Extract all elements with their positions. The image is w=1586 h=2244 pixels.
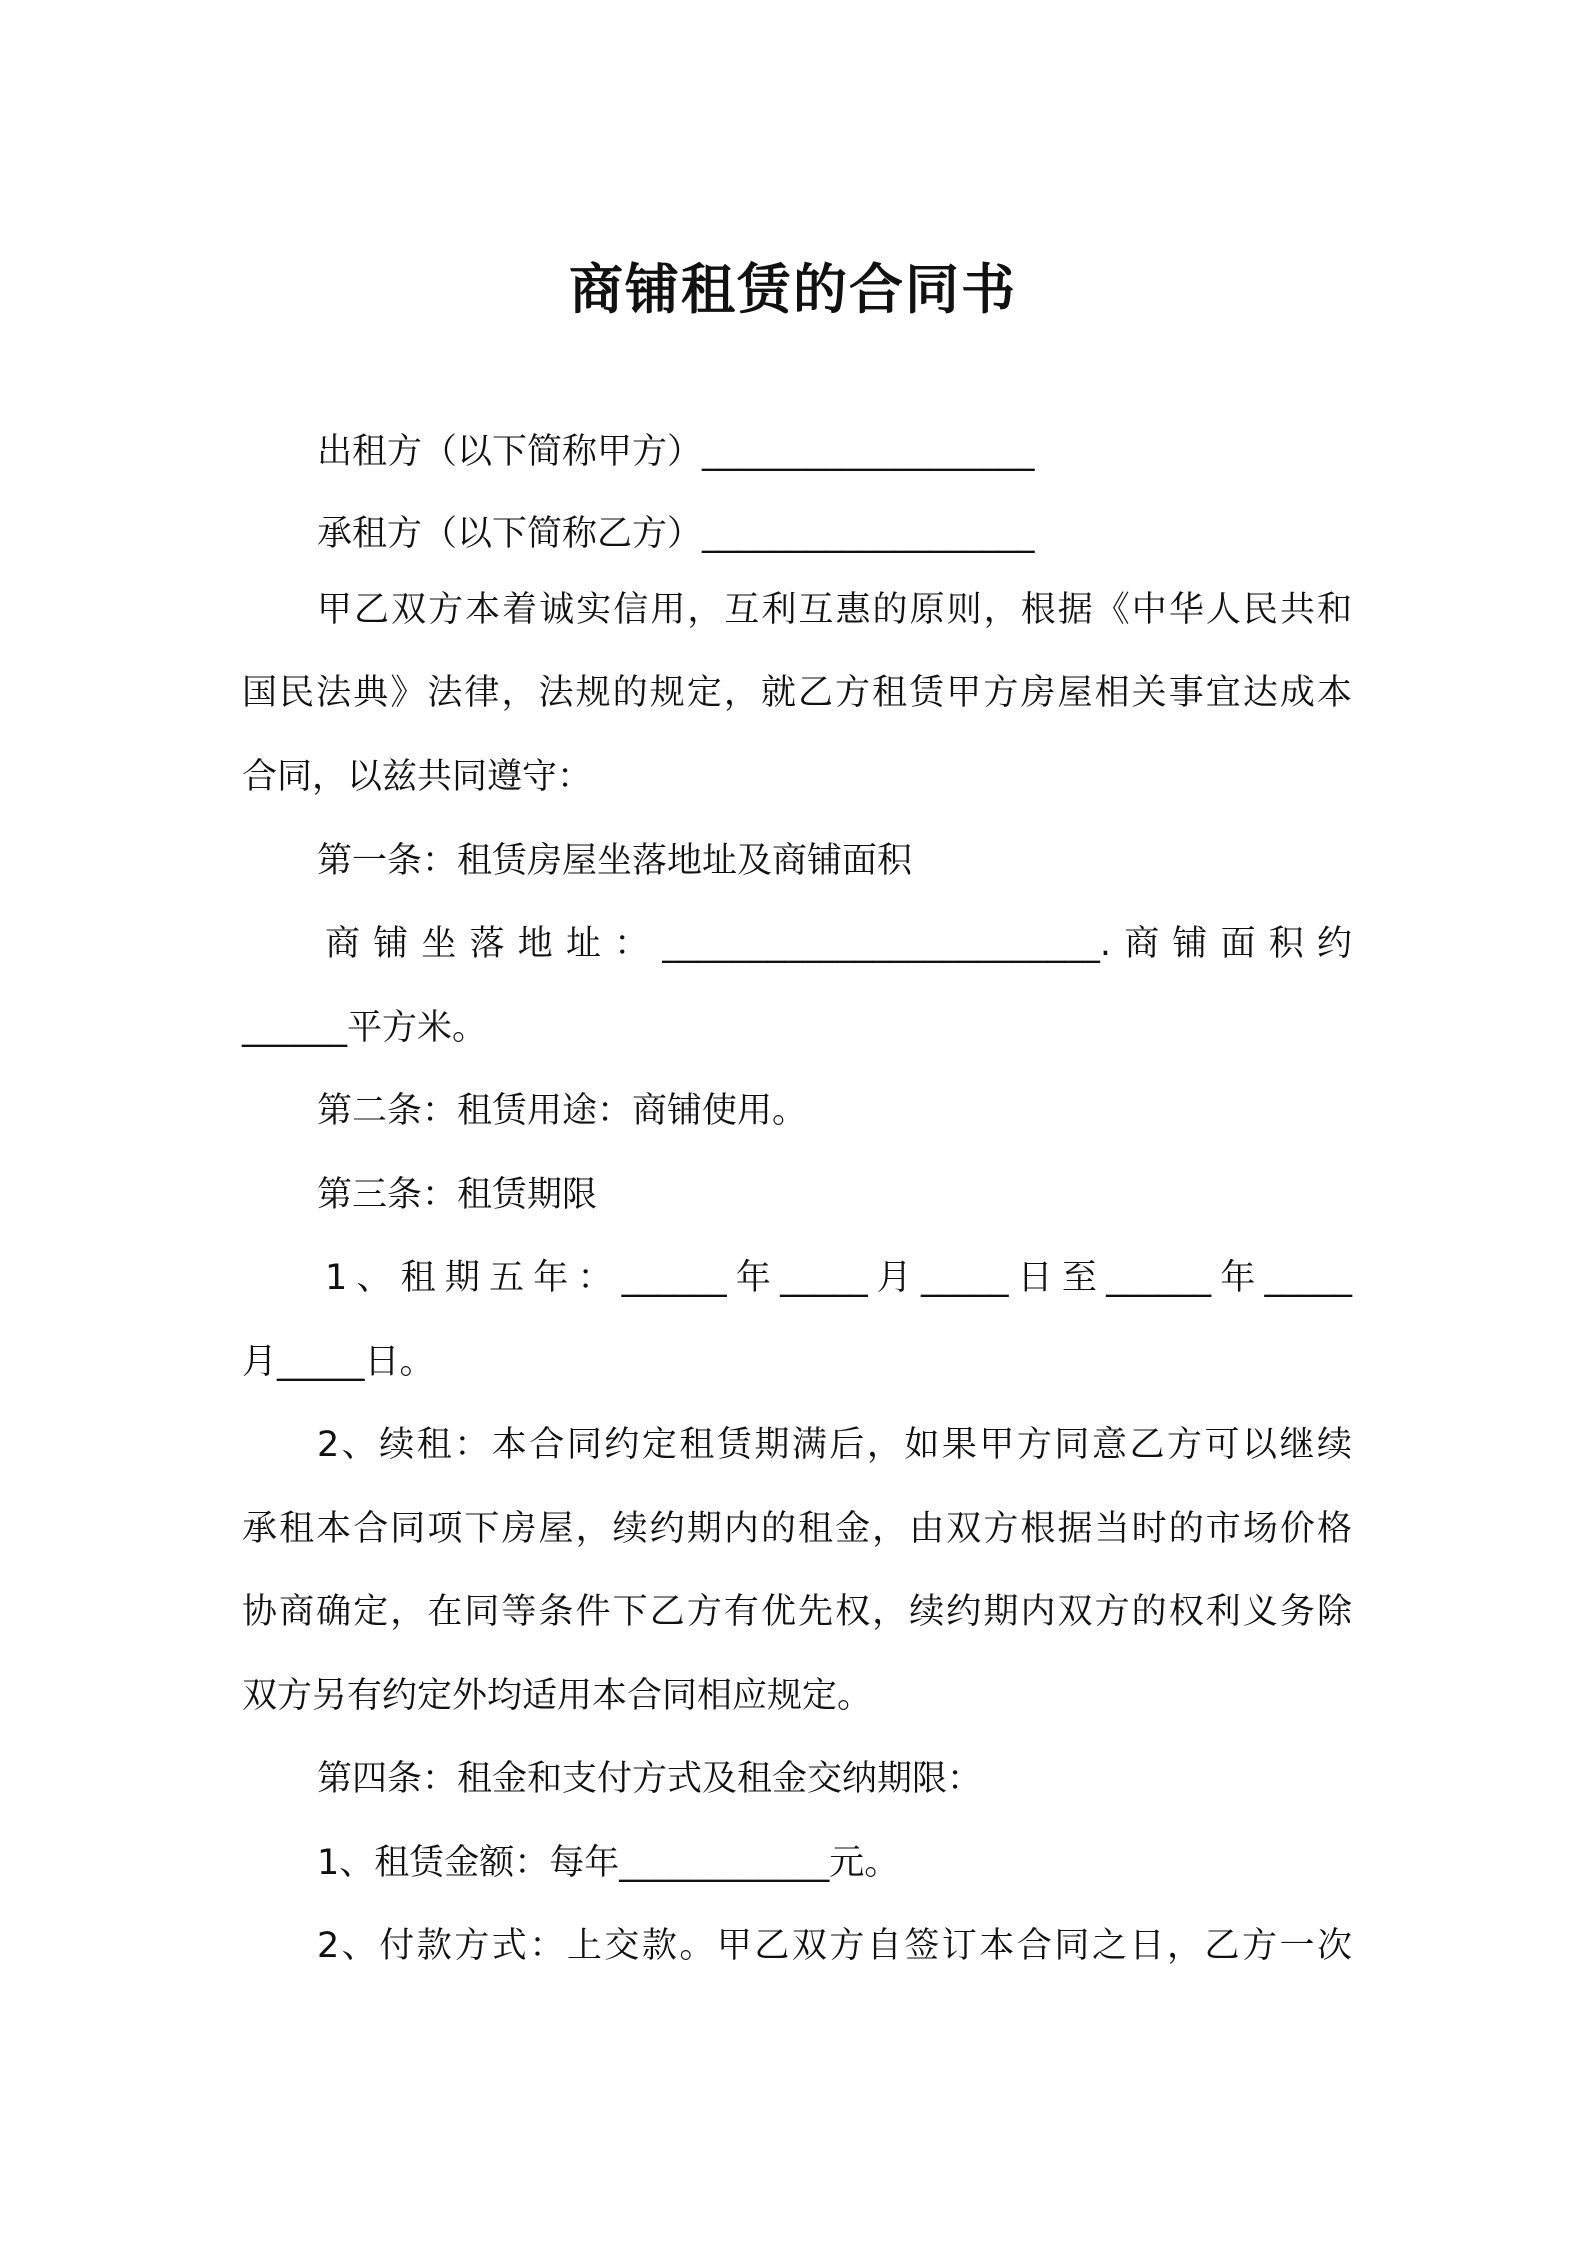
article-2-line: 第二条：租赁用途：商铺使用。 xyxy=(317,1091,808,1131)
renewal-line-2: 承租本合同项下房屋，续约期内的租金，由双方根据当时的市场价格 xyxy=(242,1509,1352,1549)
article-1-heading: 第一条：租赁房屋坐落地址及商铺面积 xyxy=(317,841,913,881)
lessee-line: 承租方（以下简称乙方）___________________ xyxy=(317,514,1035,554)
payment-method-line: 2、付款方式：上交款。甲乙双方自签订本合同之日，乙方一次 xyxy=(317,1926,1352,1966)
renewal-line-3: 协商确定，在同等条件下乙方有优先权，续约期内双方的权利义务除 xyxy=(242,1592,1352,1632)
article-3-heading: 第三条：租赁期限 xyxy=(317,1175,598,1215)
renewal-line-1: 2、续租：本合同约定租赁期满后，如果甲方同意乙方可以继续 xyxy=(317,1425,1352,1465)
preamble-line-3: 合同，以兹共同遵守： xyxy=(242,757,593,797)
preamble-line-2: 国民法典》法律，法规的规定，就乙方租赁甲方房屋相关事宜达成本 xyxy=(242,673,1352,713)
lease-term-line-2: 月_____日。 xyxy=(242,1342,435,1382)
lease-term-line-1: 1、租期五年：______年_____月_____日至______年_____ xyxy=(325,1258,1352,1298)
rent-amount-line: 1、租赁金额：每年____________元。 xyxy=(317,1843,900,1883)
article-4-heading: 第四条：租金和支付方式及租金交纳期限： xyxy=(317,1759,983,1799)
shop-area-line: ______平方米。 xyxy=(242,1008,488,1048)
renewal-line-4: 双方另有约定外均适用本合同相应规定。 xyxy=(242,1676,873,1716)
shop-address-line: 商铺坐落地址：_________________________.商铺面积约 xyxy=(325,924,1352,964)
lessor-line: 出租方（以下简称甲方）___________________ xyxy=(317,432,1035,472)
preamble-line-1: 甲乙双方本着诚实信用，互利互惠的原则，根据《中华人民共和 xyxy=(317,590,1352,630)
document-title: 商铺租赁的合同书 xyxy=(569,258,1017,321)
